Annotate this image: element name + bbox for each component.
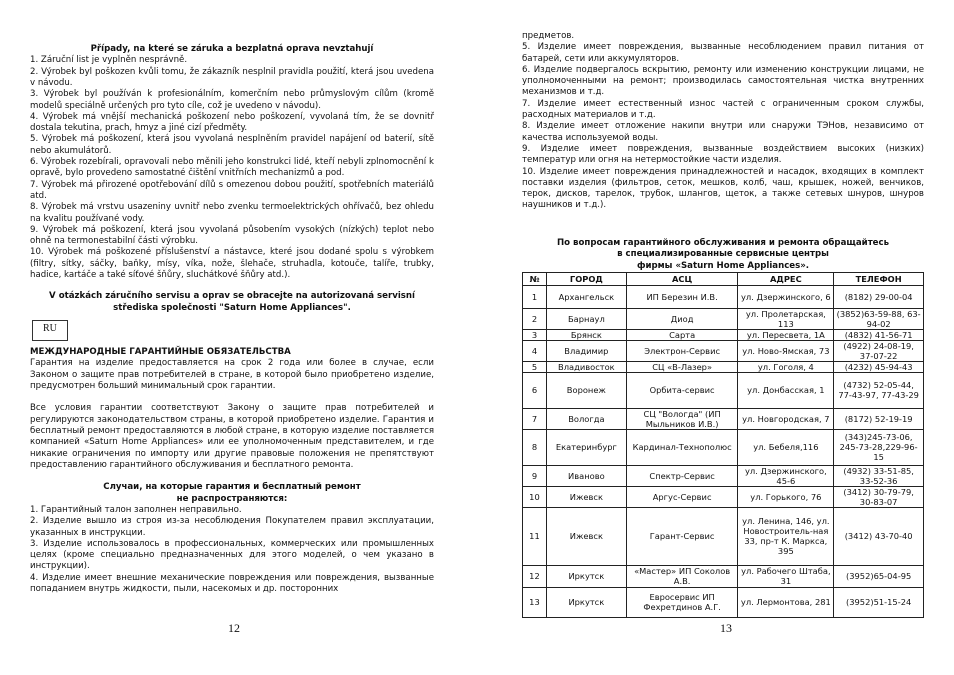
cell-col-service-center: Спектр-Сервис (626, 465, 738, 486)
cell-col-address: ул. Новгородская, 7 (738, 408, 834, 429)
cell-col-service-center: Орбита-сервис (626, 372, 738, 408)
list-item: 7. Výrobek má přirozené opotřebování dílů s omezenou dobou použití, spotřebních materiálů atd. (30, 179, 434, 201)
cell-col-number: 4 (523, 340, 547, 361)
cell-col-service-center: Сарта (626, 329, 738, 340)
cell-col-phone: (3952)51-15-24 (834, 587, 924, 617)
cell-col-phone: (4932) 33-51-85, 33-52-36 (834, 465, 924, 486)
cell-col-city: Барнаул (546, 308, 626, 329)
page-number-left: 12 (228, 621, 240, 635)
table-row (523, 329, 924, 340)
list-item: 9. Výrobek má poškození, která jsou vyvolaná působením vysokých (nízkých) teplot nebo ohně na termonestabilní části výrobku. (30, 224, 434, 247)
header-col-city: ГОРОД (546, 272, 626, 285)
cell-col-city: Архангельск (546, 285, 626, 308)
cell-col-number: 3 (523, 329, 547, 340)
table-row (523, 465, 924, 486)
cell-col-city: Ижевск (546, 507, 626, 565)
cell-col-service-center: «Мастер» ИП Соколов А.В. (626, 565, 738, 587)
cell-col-number: 6 (523, 372, 547, 408)
table-header-row (523, 272, 924, 285)
list-item: предметов. (522, 31, 575, 41)
cell-col-address: ул. Ново-Ямская, 73 (738, 340, 834, 361)
list-item: 5. Изделие имеет повреждения, вызванные несоблюдением правил питания от батарей, сети или аккумуляторов. (522, 42, 924, 64)
cell-col-address: ул. Пролетарская, 113 (738, 308, 834, 329)
list-item: 3. Изделие использовалось в профессиональных, коммерческих или промышленных целях (кроме специально предназначенных для этого моделей, о чем указано в инструкции). (30, 538, 434, 572)
left-page (30, 0, 434, 675)
cell-col-city: Иваново (546, 465, 626, 486)
list-item: 2. Изделие вышло из строя из-за несоблюдения Покупателем правил эксплуатации, указанных в инструкции. (30, 516, 434, 538)
cell-col-address: ул. Рабочего Штаба, 31 (738, 565, 834, 587)
cell-col-service-center: Кардинал-Технополюс (626, 429, 738, 465)
cell-col-phone: (3952)65-04-95 (834, 565, 924, 587)
table-row (523, 507, 924, 565)
ru-para-1: Гарантия на изделие предоставляется на срок 2 года или более в случае, если Законом о защите прав потребителей в стране, в которой было приобретено изделие, предусмотрен больший минимальный срок гарантии. (30, 358, 434, 392)
cell-col-phone: (4732) 52-05-44, 77-43-97, 77-43-29 (834, 372, 924, 408)
service-heading-2: в специализированные сервисные центры (617, 249, 829, 260)
table-row (523, 408, 924, 429)
cell-col-phone: (8172) 52-19-19 (834, 408, 924, 429)
cz-list (30, 55, 434, 281)
table-body (523, 285, 924, 617)
header-col-number: № (523, 272, 547, 285)
cell-col-service-center: СЦ "Вологда" (ИП Мыльников И.В.) (626, 408, 738, 429)
list-item: 2. Výrobek byl poškozen kvůli tomu, že zákazník nesplnil pravidla použití, která jsou uvedena v návodu. (30, 66, 434, 88)
cell-col-service-center: Гарант-Сервис (626, 507, 738, 565)
lang-box: RU (32, 320, 68, 341)
cell-col-city: Воронеж (546, 372, 626, 408)
ru-para-2: Все условия гарантии соответствуют Закону о защите прав потребителей и регулируются законодательством страны, в которой приобретено изделие. Гарантия и бесплатный ремонт предоставляются в любой стране, в которую изделие поставляется компанией «Saturn Home Appliances» или ее уполномоченным представителем, и где никакие ограничения по импорту или другие правовые положения не препятствуют предоставлению гарантийного обслуживания и бесплатного ремонта. (30, 403, 434, 470)
service-heading-1: По вопросам гарантийного обслуживания и ремонта обращайтесь (556, 237, 890, 248)
cell-col-number: 10 (523, 486, 547, 507)
table-row (523, 372, 924, 408)
right-page (522, 0, 924, 675)
cz-service-note: V otázkách záručního servisu a oprav se obracejte na autorizovaná servisní střediska společnosti "Saturn Home Appliances". (49, 291, 415, 313)
cell-col-phone: (4832) 41-56-71 (834, 329, 924, 340)
cell-col-phone: (8182) 29-00-04 (834, 285, 924, 308)
cell-col-city: Иркутск (546, 587, 626, 617)
ru-list (30, 505, 434, 595)
cell-col-phone: (343)245-73-06, 245-73-28,229-96-15 (834, 429, 924, 465)
table-row (523, 340, 924, 361)
list-item: 10. Výrobek má poškozené příslušenství a nástavce, které jsou dodané spolu s výrobkem (filtry, sítky, sáčky, baňky, mísy, víka, nože, šlehače, struhadla, kotouče, talíře, trubky, hadice, kartáče a také síťové šňůry, sluchátkové šňůry atd.). (30, 247, 434, 281)
list-item: 8. Изделие имеет отложение накипи внутри или снаружи ТЭНов, независимо от качества используемой воды. (522, 121, 924, 143)
table-row (523, 565, 924, 587)
table-row (523, 587, 924, 617)
cell-col-phone: (3412) 30-79-79, 30-83-07 (834, 486, 924, 507)
header-col-address: АДРЕС (738, 272, 834, 285)
cell-col-number: 9 (523, 465, 547, 486)
cell-col-phone: (4922) 24-08-19, 37-07-22 (834, 340, 924, 361)
cell-col-address: ул. Дзержинского, 6 (738, 285, 834, 308)
cell-col-phone: (4232) 45-94-43 (834, 361, 924, 372)
ru-list-continued (522, 31, 924, 212)
cell-col-service-center: ИП Березин И.В. (626, 285, 738, 308)
table-row (523, 429, 924, 465)
cell-col-address: ул. Лермонтова, 281 (738, 587, 834, 617)
cell-col-address: ул. Горького, 76 (738, 486, 834, 507)
cell-col-city: Владивосток (546, 361, 626, 372)
table-row (523, 285, 924, 308)
cell-col-number: 1 (523, 285, 547, 308)
cell-col-city: Екатеринбург (546, 429, 626, 465)
cell-col-address: ул. Пересвета, 1А (738, 329, 834, 340)
cell-col-number: 12 (523, 565, 547, 587)
list-item: 10. Изделие имеет повреждения принадлежностей и насадок, входящих в комплект поставки изделия (фильтров, сеток, мешков, колб, чаш, крышек, ножей, венчиков, терок, дисков, тарелок, трубок, шлангов, щеток, а также сетевых шнуров, шнуров наушников и т.д.). (522, 166, 924, 211)
page-number-right: 13 (720, 621, 732, 635)
list-item: 6. Изделие подвергалось вскрытию, ремонту или изменению конструкции лицами, не уполномоченными на ремонт; производилась самостоятельная чистка внутренних механизмов и т.д. (522, 64, 924, 98)
ru-cases-heading-1: Случаи, на которые гарантия и бесплатный ремонт (103, 482, 361, 493)
service-heading-3: фирмы «Saturn Home Appliances». (636, 260, 810, 271)
cell-col-service-center: СЦ «В-Лазер» (626, 361, 738, 372)
header-col-service-center: АСЦ (626, 272, 738, 285)
cell-col-phone: (3852)63-59-88, 63-94-02 (834, 308, 924, 329)
table-row (523, 308, 924, 329)
list-item: 1. Záruční list je vyplněn nesprávně. (30, 55, 188, 66)
header-col-phone: ТЕЛЕФОН (834, 272, 924, 285)
service-centers-table (522, 272, 924, 618)
cell-col-address: ул. Ленина, 146, ул. Новостроитель-ная 33, пр-т К. Маркса, 395 (738, 507, 834, 565)
cell-col-city: Брянск (546, 329, 626, 340)
list-item: 9. Изделие имеет повреждения, вызванные воздействием высоких (низких) температур или огня на нетермостойкие части изделия. (522, 143, 924, 166)
list-item: 6. Výrobek rozebírali, opravovali nebo měnili jeho konstrukci lidé, kteří nebyli zplnomocnění k opravě, bylo provedeno samostatné čištění vnitřních mechanizmů a pod. (30, 157, 434, 179)
list-item: 3. Výrobek byl používán k profesionálním, komerčním nebo průmyslovým cílům (kromě modelů speciálně určených pro tyto cíle, což je uvedeno v návodu). (30, 89, 434, 111)
cell-col-service-center: Аргус-Сервис (626, 486, 738, 507)
list-item: 8. Výrobek má vrstvu usazeniny uvnitř nebo zvenku termoelektrických ohřívačů, bez ohledu na kvalitu používané vody. (30, 202, 434, 224)
cell-col-number: 13 (523, 587, 547, 617)
cell-col-number: 2 (523, 308, 547, 329)
table-row (523, 361, 924, 372)
list-item: 5. Výrobek má poškození, která jsou vyvolaná nesplněním pravidel napájení od baterií, sítě nebo akumulátorů. (30, 134, 434, 156)
list-item: 4. Výrobek má vnější mechanická poškození nebo poškození, vyvolaná tím, že se dovnitř dostala tekutina, prach, hmyz a jiné cizí předměty. (30, 111, 434, 134)
table-row (523, 486, 924, 507)
cell-col-city: Вологда (546, 408, 626, 429)
ru-cases-heading-2: не распространяются: (176, 493, 288, 504)
list-item: 4. Изделие имеет внешние механические повреждения или повреждения, вызванные попаданием внутрь жидкости, пыли, насекомых и др. посторонних (30, 572, 434, 595)
cz-heading: Případy, na které se záruka a bezplatná oprava nevztahují (90, 44, 374, 54)
cell-col-address: ул. Дзержинского, 45-6 (738, 465, 834, 486)
cell-col-number: 7 (523, 408, 547, 429)
cell-col-number: 5 (523, 361, 547, 372)
cell-col-city: Владимир (546, 340, 626, 361)
cell-col-number: 8 (523, 429, 547, 465)
cell-col-city: Ижевск (546, 486, 626, 507)
cell-col-number: 11 (523, 507, 547, 565)
cell-col-phone: (3412) 43-70-40 (834, 507, 924, 565)
cell-col-service-center: Диод (626, 308, 738, 329)
cell-col-address: ул. Донбасская, 1 (738, 372, 834, 408)
list-item: 7. Изделие имеет естественный износ частей с ограниченным сроком службы, расходных материалов и т.д. (522, 98, 924, 121)
list-item: 1. Гарантийный талон заполнен неправильно. (30, 504, 242, 515)
cell-col-service-center: Евросервис ИП Фехретдинов А.Г. (626, 587, 738, 617)
ru-heading: МЕЖДУНАРОДНЫЕ ГАРАНТИЙНЫЕ ОБЯЗАТЕЛЬСТВА (30, 347, 291, 358)
cell-col-service-center: Электрон-Сервис (626, 340, 738, 361)
cell-col-address: ул. Бебеля,116 (738, 429, 834, 465)
cell-col-city: Иркутск (546, 565, 626, 587)
cell-col-address: ул. Гоголя, 4 (738, 361, 834, 372)
